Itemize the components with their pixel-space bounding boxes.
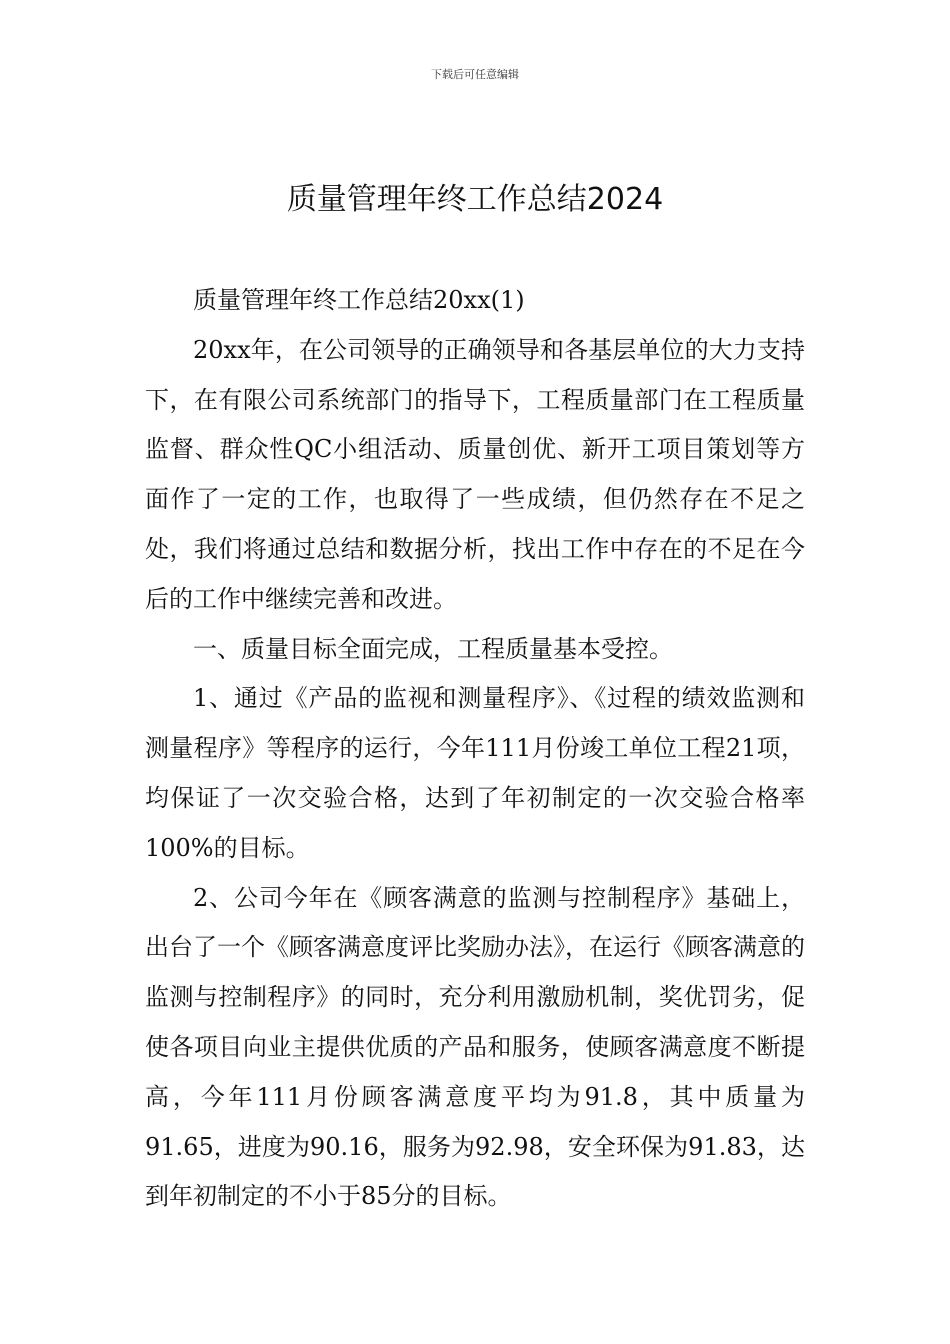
- paragraph-item-2: 2、公司今年在《顾客满意的监测与控制程序》基础上，出台了一个《顾客满意度评比奖励办法》，在运行《顾客满意的监测与控制程序》的同时，充分利用激励机制，奖优罚劣，促使各项目向业主提供优质的产品和服务，使顾客满意度不断提高，今年111月份顾客满意度平均为91.8，其中质量为91.65，进度为90.16，服务为92.98，安全环保为91.83，达到年初制定的不小于85分的目标。: [145, 883, 805, 1211]
- section-heading-1: 一、质量目标全面完成，工程质量基本受控。: [193, 634, 673, 663]
- header-note: 下载后可任意编辑: [431, 68, 519, 81]
- document-body: [145, 276, 805, 1222]
- paragraph-subtitle: 质量管理年终工作总结20xx(1): [193, 286, 525, 314]
- paragraph-intro: 20xx年，在公司领导的正确领导和各基层单位的大力支持下，在有限公司系统部门的指导下，工程质量部门在工程质量监督、群众性QC小组活动、质量创优、新开工项目策划等方面作了一定的工作，也取得了一些成绩，但仍然存在不足之处，我们将通过总结和数据分析，找出工作中存在的不足在今后的工作中继续完善和改进。: [145, 335, 805, 613]
- document-title: 质量管理年终工作总结2024: [286, 182, 664, 217]
- paragraph-item-1: 1、通过《产品的监视和测量程序》、《过程的绩效监测和测量程序》等程序的运行，今年111月份竣工单位工程21项，均保证了一次交验合格，达到了年初制定的一次交验合格率100%的目标。: [145, 684, 805, 862]
